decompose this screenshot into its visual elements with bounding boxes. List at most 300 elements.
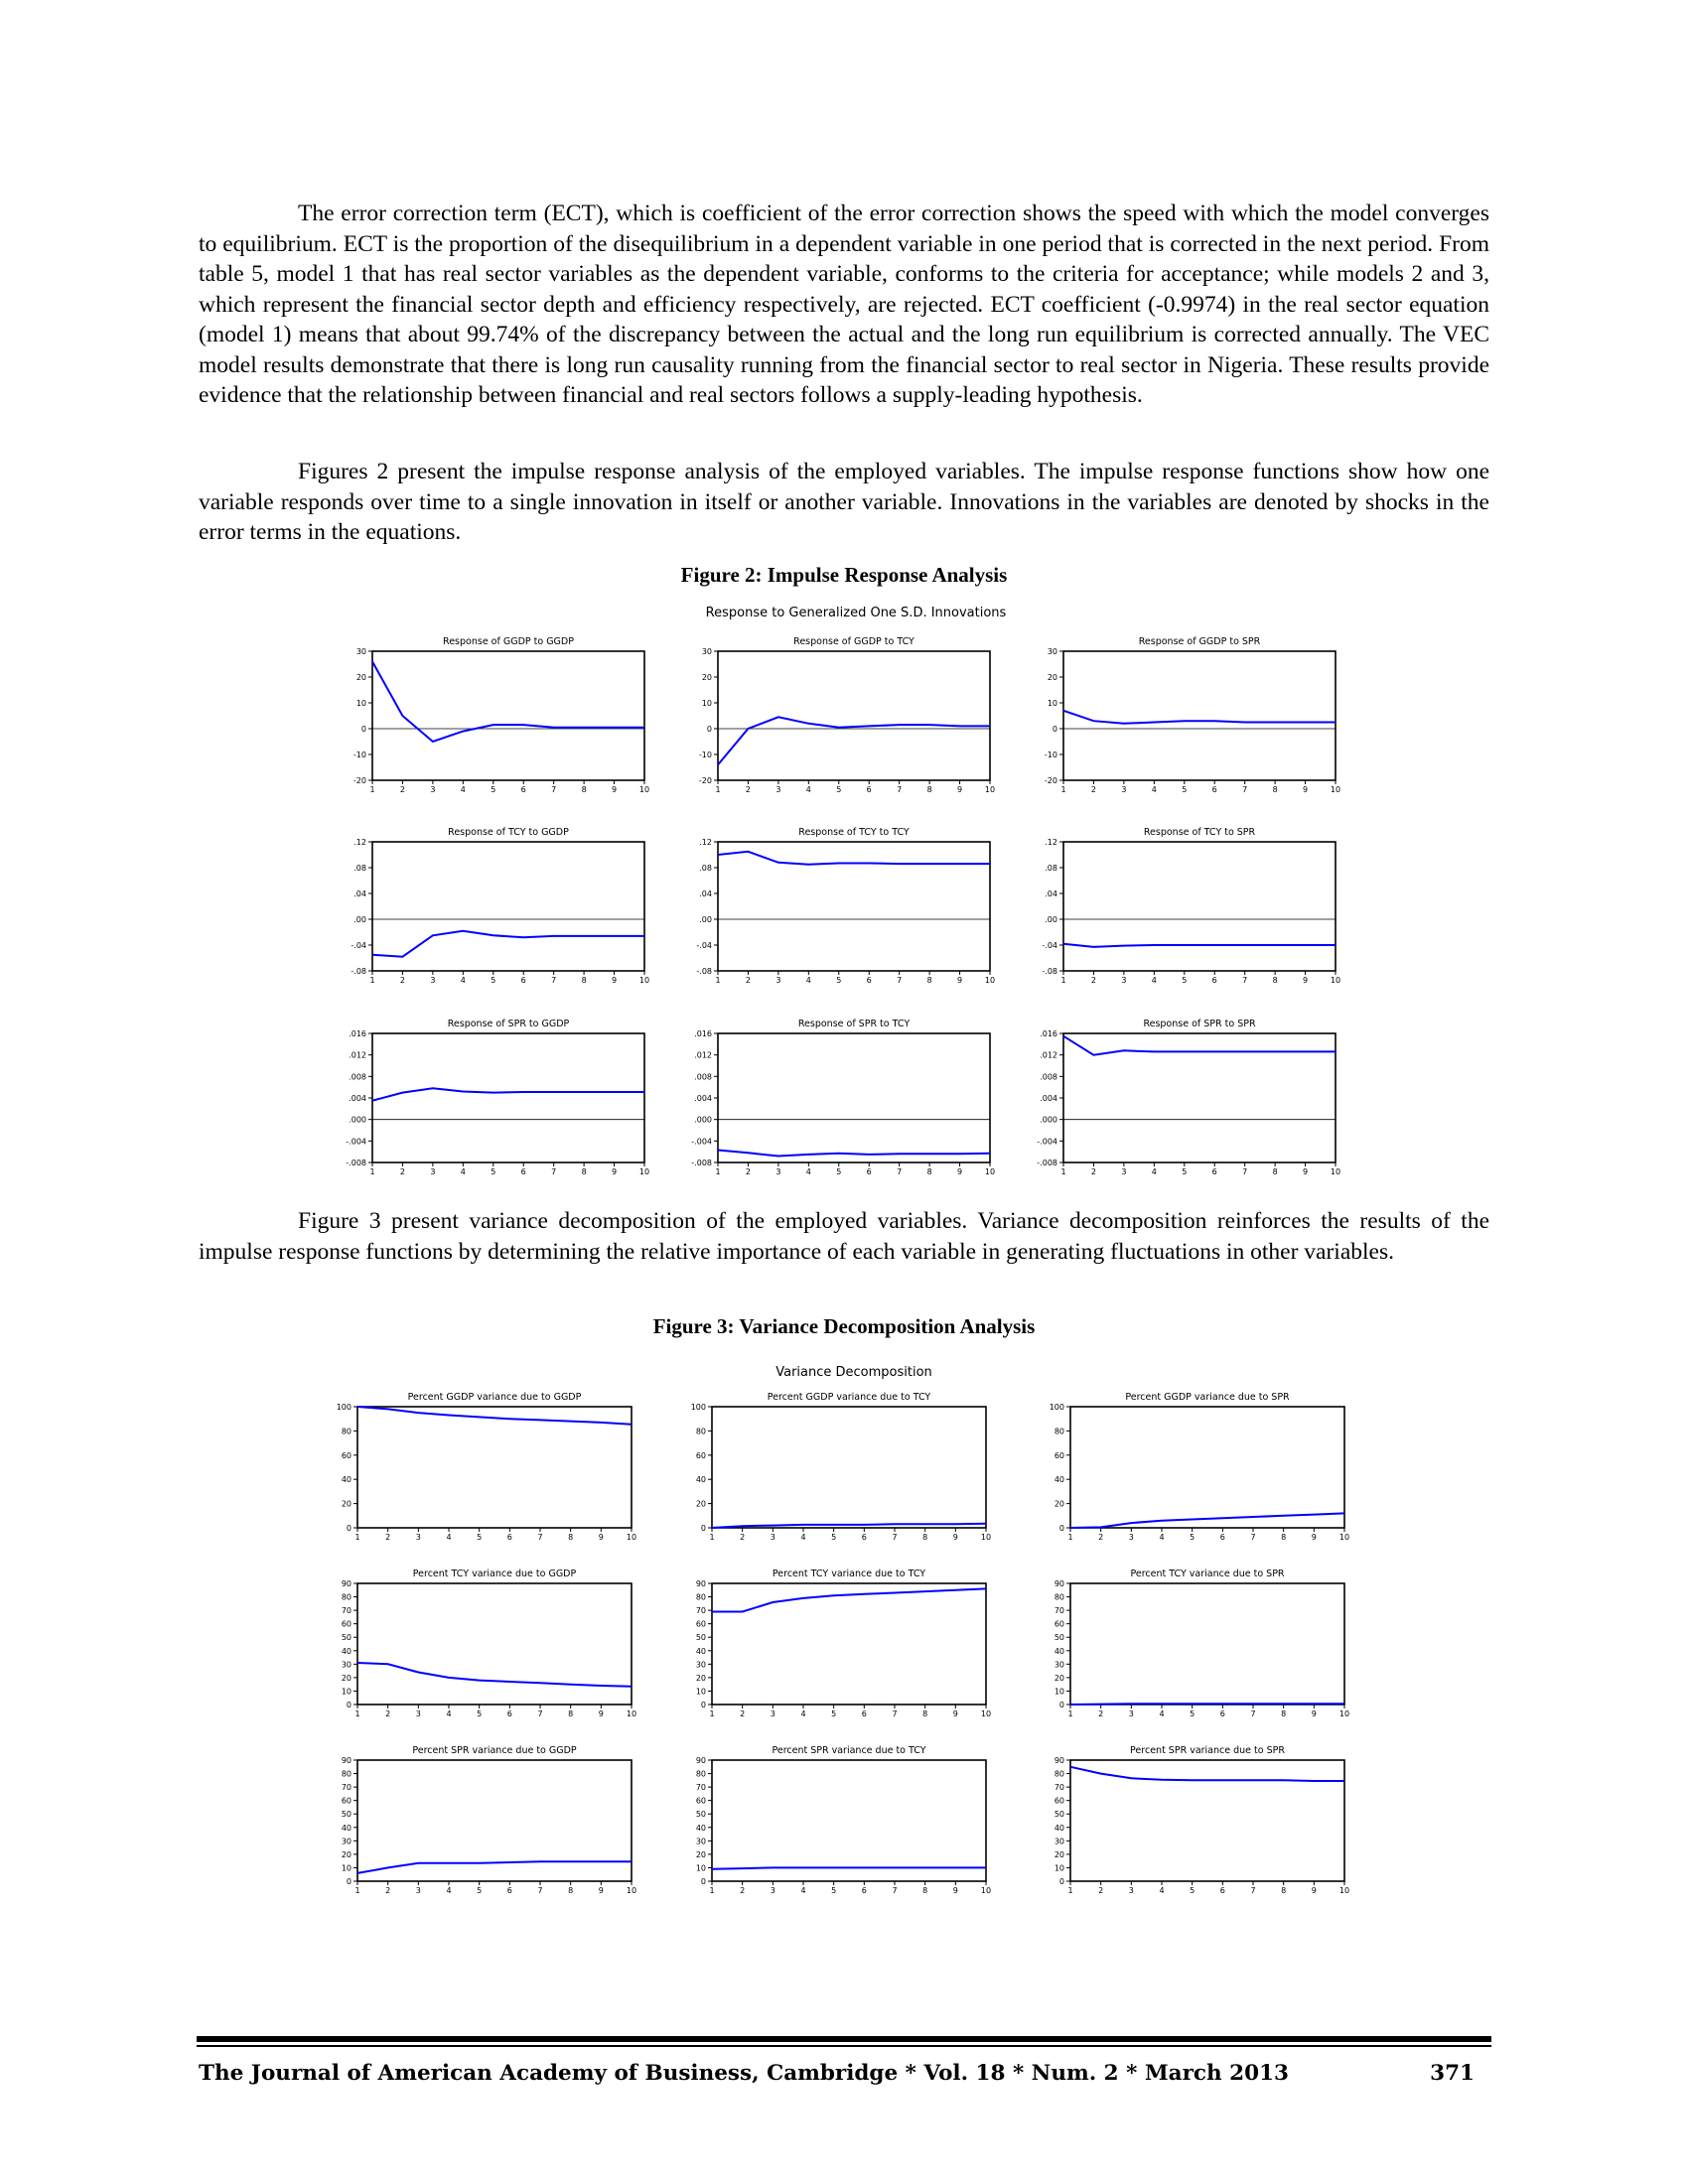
panel-frame bbox=[718, 842, 990, 971]
y-tick-label: 20 bbox=[1054, 1673, 1064, 1683]
y-tick-label: .012 bbox=[694, 1050, 712, 1060]
y-tick-label: 80 bbox=[1054, 1592, 1064, 1602]
x-tick-label: 2 bbox=[385, 1533, 391, 1542]
x-tick-label: 2 bbox=[399, 976, 405, 985]
y-tick-label: 80 bbox=[1054, 1427, 1064, 1436]
x-tick-label: 1 bbox=[369, 1167, 375, 1176]
y-tick-label: 70 bbox=[341, 1783, 352, 1793]
fig2-super-title: Response to Generalized One S.D. Innovations bbox=[705, 606, 1007, 620]
panel-frame bbox=[712, 1583, 986, 1705]
x-tick-label: 9 bbox=[1311, 1886, 1317, 1895]
x-tick-label: 5 bbox=[1182, 976, 1188, 985]
x-tick-label: 8 bbox=[922, 1886, 928, 1895]
series-line bbox=[718, 1151, 990, 1157]
panel-title: Response of GGDP to GGDP bbox=[443, 636, 574, 647]
x-tick-label: 6 bbox=[506, 1533, 512, 1542]
y-tick-label: 30 bbox=[1054, 1660, 1064, 1670]
x-tick-label: 7 bbox=[892, 1709, 898, 1718]
x-tick-label: 4 bbox=[460, 1167, 466, 1176]
y-tick-label: -.008 bbox=[1037, 1159, 1057, 1167]
x-tick-label: 5 bbox=[477, 1886, 483, 1895]
x-tick-label: 3 bbox=[775, 785, 781, 794]
panel-frame bbox=[1063, 651, 1336, 780]
x-tick-label: 9 bbox=[957, 785, 963, 794]
y-tick-label: 90 bbox=[1054, 1579, 1064, 1588]
y-tick-label: -.004 bbox=[1037, 1137, 1057, 1147]
series-line bbox=[718, 852, 990, 865]
x-tick-label: 8 bbox=[1272, 976, 1278, 985]
panel-title: Response of SPR to SPR bbox=[1143, 1019, 1256, 1029]
x-tick-label: 3 bbox=[1121, 1167, 1127, 1176]
y-tick-label: .08 bbox=[699, 864, 712, 873]
x-tick-label: 2 bbox=[745, 976, 751, 985]
x-tick-label: 2 bbox=[1090, 785, 1096, 794]
x-tick-label: 7 bbox=[1250, 1886, 1256, 1895]
fig2-panel-6 bbox=[1042, 827, 1340, 985]
x-tick-label: 7 bbox=[897, 1167, 903, 1176]
y-tick-label: 20 bbox=[1054, 1849, 1064, 1859]
y-tick-label: 60 bbox=[1054, 1619, 1064, 1629]
x-tick-label: 1 bbox=[1067, 1886, 1073, 1895]
y-tick-label: .04 bbox=[699, 889, 712, 898]
x-tick-label: 8 bbox=[922, 1709, 928, 1718]
fig2-panel-1 bbox=[353, 636, 649, 794]
x-tick-label: 6 bbox=[520, 976, 526, 985]
x-tick-label: 4 bbox=[805, 976, 811, 985]
y-tick-label: 80 bbox=[341, 1427, 352, 1436]
x-tick-label: 5 bbox=[1190, 1533, 1196, 1542]
x-tick-label: 8 bbox=[1281, 1886, 1287, 1895]
x-tick-label: 7 bbox=[537, 1533, 543, 1542]
series-line bbox=[1063, 711, 1336, 724]
y-tick-label: 100 bbox=[1049, 1403, 1064, 1412]
y-tick-label: 70 bbox=[695, 1606, 706, 1616]
x-tick-label: 1 bbox=[1060, 785, 1066, 794]
fig3-panel-6 bbox=[1055, 1569, 1349, 1718]
y-tick-label: 60 bbox=[341, 1619, 352, 1629]
y-tick-label: 30 bbox=[355, 647, 366, 656]
y-tick-label: 40 bbox=[341, 1823, 352, 1833]
x-tick-label: 5 bbox=[477, 1533, 483, 1542]
x-tick-label: 2 bbox=[1090, 976, 1096, 985]
x-tick-label: 7 bbox=[892, 1886, 898, 1895]
y-tick-label: -.04 bbox=[696, 941, 712, 950]
y-tick-label: 20 bbox=[1054, 1499, 1064, 1509]
y-tick-label: 70 bbox=[1054, 1783, 1064, 1793]
panel-title: Response of SPR to GGDP bbox=[447, 1019, 570, 1029]
x-tick-label: 3 bbox=[1128, 1533, 1134, 1542]
y-tick-label: .012 bbox=[1040, 1050, 1057, 1060]
panel-frame bbox=[712, 1760, 986, 1881]
x-tick-label: 7 bbox=[551, 785, 557, 794]
y-tick-label: 50 bbox=[1054, 1633, 1064, 1643]
panel-frame bbox=[372, 651, 644, 780]
y-tick-label: 80 bbox=[695, 1592, 706, 1602]
x-tick-label: 4 bbox=[446, 1886, 452, 1895]
x-tick-label: 6 bbox=[1211, 976, 1217, 985]
fig3-panel-1 bbox=[337, 1392, 636, 1542]
fig2-panel-9 bbox=[1037, 1019, 1340, 1176]
x-tick-label: 4 bbox=[805, 1167, 811, 1176]
x-tick-label: 7 bbox=[897, 785, 903, 794]
y-tick-label: 0 bbox=[700, 1877, 706, 1886]
y-tick-label: 40 bbox=[1054, 1646, 1064, 1656]
y-tick-label: 10 bbox=[695, 1863, 706, 1873]
x-tick-label: 2 bbox=[1098, 1886, 1104, 1895]
x-tick-label: 5 bbox=[491, 1167, 496, 1176]
x-tick-label: 3 bbox=[770, 1533, 775, 1542]
x-tick-label: 5 bbox=[831, 1709, 837, 1718]
y-tick-label: 20 bbox=[341, 1499, 352, 1509]
y-tick-label: .08 bbox=[1045, 864, 1057, 873]
x-tick-label: 8 bbox=[581, 976, 587, 985]
y-tick-label: .04 bbox=[353, 889, 366, 898]
footer-rule-thin bbox=[197, 2045, 1491, 2047]
y-tick-label: 70 bbox=[1054, 1606, 1064, 1616]
x-tick-label: 9 bbox=[1311, 1709, 1317, 1718]
x-tick-label: 3 bbox=[430, 785, 436, 794]
y-tick-label: .12 bbox=[353, 838, 366, 847]
x-tick-label: 7 bbox=[537, 1709, 543, 1718]
figure2-caption: Figure 2: Impulse Response Analysis bbox=[680, 563, 1008, 587]
y-tick-label: 100 bbox=[336, 1403, 352, 1412]
x-tick-label: 7 bbox=[1250, 1533, 1256, 1542]
y-tick-label: -.08 bbox=[696, 967, 712, 976]
x-tick-label: 7 bbox=[551, 976, 557, 985]
x-tick-label: 6 bbox=[866, 976, 872, 985]
y-tick-label: .004 bbox=[1040, 1094, 1057, 1103]
y-tick-label: 30 bbox=[1054, 1837, 1064, 1846]
x-tick-label: 5 bbox=[491, 976, 496, 985]
fig3-panel-8 bbox=[696, 1745, 991, 1895]
paragraph-impulse-text: Figures 2 present the impulse response analysis of the employed variables. The impulse response functions show how one variable responds over time to a single innovation in itself or another variable. Innovations in the variables are denoted by shocks in the error terms in the equations. bbox=[199, 459, 1489, 545]
y-tick-label: 0 bbox=[346, 1524, 352, 1533]
x-tick-label: 7 bbox=[1242, 785, 1248, 794]
x-tick-label: 4 bbox=[446, 1709, 452, 1718]
x-tick-label: 9 bbox=[598, 1709, 604, 1718]
x-tick-label: 5 bbox=[836, 785, 842, 794]
figure3-caption: Figure 3: Variance Decomposition Analysis bbox=[652, 1314, 1036, 1338]
x-tick-label: 10 bbox=[1338, 1533, 1350, 1542]
series-line bbox=[357, 1407, 632, 1425]
x-tick-label: 5 bbox=[1182, 785, 1188, 794]
x-tick-label: 10 bbox=[984, 976, 996, 985]
x-tick-label: 9 bbox=[957, 976, 963, 985]
x-tick-label: 7 bbox=[551, 1167, 557, 1176]
panel-title: Percent TCY variance due to GGDP bbox=[412, 1569, 577, 1579]
panel-frame bbox=[1070, 1583, 1344, 1705]
fig3-panel-5 bbox=[696, 1569, 991, 1718]
y-tick-label: 20 bbox=[355, 673, 366, 682]
footer-rule-thick bbox=[197, 2036, 1491, 2042]
fig3-super-title: Variance Decomposition bbox=[775, 1365, 932, 1380]
x-tick-label: 1 bbox=[715, 1167, 721, 1176]
x-tick-label: 2 bbox=[740, 1886, 746, 1895]
x-tick-label: 8 bbox=[1281, 1709, 1287, 1718]
x-tick-label: 8 bbox=[581, 1167, 587, 1176]
x-tick-label: 2 bbox=[740, 1709, 746, 1718]
x-tick-label: 3 bbox=[770, 1886, 775, 1895]
y-tick-label: 90 bbox=[341, 1579, 352, 1588]
y-tick-label: -.04 bbox=[1042, 941, 1057, 950]
x-tick-label: 1 bbox=[369, 976, 375, 985]
panel-frame bbox=[718, 1033, 990, 1162]
fig2-panel-3 bbox=[1045, 636, 1340, 794]
series-line bbox=[712, 1867, 986, 1868]
y-tick-label: 0 bbox=[1058, 1524, 1064, 1533]
y-tick-label: 20 bbox=[1047, 673, 1057, 682]
y-tick-label: -20 bbox=[1044, 776, 1057, 785]
paragraph-ect-text: The error correction term (ECT), which is coefficient of the error correction shows the speed with which the model converges to equilibrium. ECT is the proportion of the disequilibrium in a dependent variable in one period that is corrected in the next period. From table 5, model 1 that has real sector variables as the dependent variable, conforms to the criteria for acceptance; while models 2 and 3, which represent the financial sector depth and efficiency respectively, are rejected. ECT coefficient (-0.9974) in the real sector equation (model 1) means that about 99.74% of the discrepancy between the actual and the long run equilibrium is corrected annually. The VEC model results demonstrate that there is long run causality running from the financial sector to real sector in Nigeria. These results provide evidence that the relationship between financial and real sectors follows a supply-leading hypothesis. bbox=[199, 201, 1489, 408]
x-tick-label: 3 bbox=[770, 1709, 775, 1718]
x-tick-label: 9 bbox=[952, 1886, 958, 1895]
x-tick-label: 10 bbox=[1338, 1886, 1350, 1895]
x-tick-label: 1 bbox=[709, 1533, 715, 1542]
y-tick-label: -.04 bbox=[351, 941, 366, 950]
y-tick-label: .004 bbox=[694, 1094, 712, 1103]
x-tick-label: 7 bbox=[1242, 1167, 1248, 1176]
x-tick-label: 9 bbox=[952, 1533, 958, 1542]
y-tick-label: -20 bbox=[698, 776, 712, 785]
x-tick-label: 7 bbox=[892, 1533, 898, 1542]
x-tick-label: 10 bbox=[638, 785, 650, 794]
series-line bbox=[1063, 944, 1336, 947]
y-tick-label: -10 bbox=[698, 751, 712, 759]
x-tick-label: 2 bbox=[740, 1533, 746, 1542]
x-tick-label: 3 bbox=[775, 1167, 781, 1176]
series-line bbox=[357, 1861, 632, 1873]
x-tick-label: 6 bbox=[1219, 1886, 1225, 1895]
y-tick-label: 50 bbox=[341, 1633, 352, 1643]
y-tick-label: 60 bbox=[341, 1796, 352, 1806]
y-tick-label: 40 bbox=[1054, 1823, 1064, 1833]
panel-title: Response of TCY to SPR bbox=[1143, 827, 1256, 838]
y-tick-label: 0 bbox=[360, 725, 366, 734]
series-line bbox=[357, 1663, 632, 1687]
x-tick-label: 10 bbox=[1330, 785, 1341, 794]
paragraph-variance-text: Figure 3 present variance decomposition of the employed variables. Variance decomposition reinforces the results of the impulse response functions by determining the relative importance of each variable in generating fluctuations in other variables. bbox=[199, 1208, 1489, 1265]
y-tick-label: 20 bbox=[695, 1673, 706, 1683]
y-tick-label: 90 bbox=[695, 1756, 706, 1765]
x-tick-label: 6 bbox=[1219, 1533, 1225, 1542]
x-tick-label: 2 bbox=[385, 1709, 391, 1718]
y-tick-label: .08 bbox=[353, 864, 366, 873]
x-tick-label: 5 bbox=[1190, 1886, 1196, 1895]
x-tick-label: 3 bbox=[430, 1167, 436, 1176]
y-tick-label: 0 bbox=[1058, 1877, 1064, 1886]
paragraph-impulse-intro bbox=[199, 457, 1489, 548]
x-tick-label: 1 bbox=[715, 976, 721, 985]
y-tick-label: -.08 bbox=[1042, 967, 1057, 976]
x-tick-label: 1 bbox=[715, 785, 721, 794]
y-tick-label: -.008 bbox=[346, 1159, 366, 1167]
x-tick-label: 6 bbox=[1219, 1709, 1225, 1718]
x-tick-label: 4 bbox=[460, 785, 466, 794]
y-tick-label: 50 bbox=[341, 1810, 352, 1820]
y-tick-label: 20 bbox=[341, 1849, 352, 1859]
x-tick-label: 1 bbox=[709, 1709, 715, 1718]
x-tick-label: 10 bbox=[984, 785, 996, 794]
x-tick-label: 1 bbox=[1067, 1709, 1073, 1718]
panel-title: Percent GGDP variance due to GGDP bbox=[407, 1392, 582, 1403]
x-tick-label: 2 bbox=[399, 785, 405, 794]
y-tick-label: 60 bbox=[1054, 1450, 1064, 1460]
figure3-chart bbox=[0, 1350, 1688, 1906]
x-tick-label: 9 bbox=[1303, 1167, 1309, 1176]
x-tick-label: 4 bbox=[805, 785, 811, 794]
x-tick-label: 9 bbox=[1303, 976, 1309, 985]
y-tick-label: .008 bbox=[694, 1072, 712, 1082]
x-tick-label: 9 bbox=[612, 785, 618, 794]
y-tick-label: .004 bbox=[349, 1094, 366, 1103]
x-tick-label: 5 bbox=[836, 976, 842, 985]
y-tick-label: 60 bbox=[695, 1450, 706, 1460]
x-tick-label: 1 bbox=[1067, 1533, 1073, 1542]
y-tick-label: 30 bbox=[341, 1660, 352, 1670]
footer bbox=[199, 2061, 1489, 2086]
y-tick-label: .12 bbox=[1045, 838, 1057, 847]
y-tick-label: 40 bbox=[695, 1475, 706, 1485]
series-line bbox=[718, 717, 990, 764]
panel-title: Response of TCY to GGDP bbox=[448, 827, 569, 838]
x-tick-label: 8 bbox=[581, 785, 587, 794]
x-tick-label: 4 bbox=[1151, 1167, 1157, 1176]
x-tick-label: 5 bbox=[1182, 1167, 1188, 1176]
x-tick-label: 6 bbox=[506, 1709, 512, 1718]
y-tick-label: .000 bbox=[1040, 1115, 1057, 1125]
y-tick-label: .016 bbox=[1040, 1029, 1057, 1038]
y-tick-label: 10 bbox=[701, 699, 712, 708]
x-tick-label: 10 bbox=[638, 976, 650, 985]
x-tick-label: 6 bbox=[866, 785, 872, 794]
fig2-panel-5 bbox=[696, 827, 995, 985]
x-tick-label: 10 bbox=[980, 1886, 992, 1895]
y-tick-label: .00 bbox=[353, 915, 366, 924]
x-tick-label: 7 bbox=[897, 976, 903, 985]
x-tick-label: 3 bbox=[415, 1533, 421, 1542]
y-tick-label: 10 bbox=[1054, 1863, 1064, 1873]
x-tick-label: 10 bbox=[626, 1709, 637, 1718]
y-tick-label: 70 bbox=[341, 1606, 352, 1616]
y-tick-label: 70 bbox=[695, 1783, 706, 1793]
series-line bbox=[372, 931, 644, 957]
y-tick-label: .00 bbox=[699, 915, 712, 924]
footer-journal: The Journal of American Academy of Business, Cambridge * Vol. 18 * Num. 2 * March 2013 bbox=[199, 2061, 1289, 2086]
x-tick-label: 9 bbox=[952, 1709, 958, 1718]
figure2-chart bbox=[0, 596, 1688, 1176]
y-tick-label: 0 bbox=[1052, 725, 1057, 734]
x-tick-label: 3 bbox=[1121, 976, 1127, 985]
y-tick-label: 50 bbox=[695, 1810, 706, 1820]
x-tick-label: 8 bbox=[568, 1533, 574, 1542]
x-tick-label: 1 bbox=[709, 1886, 715, 1895]
x-tick-label: 5 bbox=[836, 1167, 842, 1176]
y-tick-label: 80 bbox=[341, 1592, 352, 1602]
panel-title: Percent TCY variance due to TCY bbox=[772, 1569, 926, 1579]
x-tick-label: 10 bbox=[984, 1167, 996, 1176]
y-tick-label: .008 bbox=[1040, 1072, 1057, 1082]
y-tick-label: 100 bbox=[690, 1403, 706, 1412]
fig3-panel-4 bbox=[342, 1569, 636, 1718]
y-tick-label: 60 bbox=[1054, 1796, 1064, 1806]
x-tick-label: 8 bbox=[926, 1167, 932, 1176]
panel-frame bbox=[1070, 1407, 1344, 1528]
x-tick-label: 7 bbox=[1250, 1709, 1256, 1718]
panel-title: Response of SPR to TCY bbox=[797, 1019, 911, 1029]
panel-frame bbox=[1063, 842, 1336, 971]
panel-title: Percent GGDP variance due to SPR bbox=[1125, 1392, 1290, 1403]
x-tick-label: 6 bbox=[520, 785, 526, 794]
y-tick-label: .012 bbox=[349, 1050, 366, 1060]
y-tick-label: 10 bbox=[1047, 699, 1057, 708]
y-tick-label: 80 bbox=[695, 1427, 706, 1436]
panel-title: Percent GGDP variance due to TCY bbox=[767, 1392, 931, 1403]
y-tick-label: 50 bbox=[695, 1633, 706, 1643]
panel-title: Response of TCY to TCY bbox=[798, 827, 910, 838]
x-tick-label: 10 bbox=[626, 1533, 637, 1542]
x-tick-label: 10 bbox=[1330, 976, 1341, 985]
x-tick-label: 10 bbox=[1330, 1167, 1341, 1176]
x-tick-label: 8 bbox=[922, 1533, 928, 1542]
x-tick-label: 9 bbox=[598, 1533, 604, 1542]
y-tick-label: -10 bbox=[352, 751, 366, 759]
y-tick-label: 80 bbox=[1054, 1769, 1064, 1779]
fig3-panel-3 bbox=[1050, 1392, 1349, 1542]
x-tick-label: 3 bbox=[775, 976, 781, 985]
panel-frame bbox=[1070, 1760, 1344, 1881]
x-tick-label: 6 bbox=[861, 1886, 867, 1895]
x-tick-label: 2 bbox=[399, 1167, 405, 1176]
x-tick-label: 8 bbox=[1272, 785, 1278, 794]
x-tick-label: 9 bbox=[612, 976, 618, 985]
x-tick-label: 8 bbox=[926, 976, 932, 985]
series-line bbox=[712, 1588, 986, 1611]
y-tick-label: 40 bbox=[695, 1823, 706, 1833]
y-tick-label: .000 bbox=[349, 1115, 366, 1125]
y-tick-label: 10 bbox=[341, 1863, 352, 1873]
y-tick-label: 30 bbox=[695, 1660, 706, 1670]
x-tick-label: 10 bbox=[626, 1886, 637, 1895]
x-tick-label: 9 bbox=[598, 1886, 604, 1895]
x-tick-label: 6 bbox=[1211, 1167, 1217, 1176]
panel-frame bbox=[357, 1583, 632, 1705]
y-tick-label: 10 bbox=[355, 699, 366, 708]
x-tick-label: 4 bbox=[446, 1533, 452, 1542]
y-tick-label: .000 bbox=[694, 1115, 712, 1125]
series-line bbox=[1070, 1513, 1344, 1528]
y-tick-label: .00 bbox=[1045, 915, 1057, 924]
y-tick-label: 30 bbox=[695, 1837, 706, 1846]
y-tick-label: 40 bbox=[695, 1646, 706, 1656]
y-tick-label: 80 bbox=[695, 1769, 706, 1779]
paragraph-variance-intro bbox=[199, 1206, 1489, 1267]
x-tick-label: 8 bbox=[1281, 1533, 1287, 1542]
panel-title: Percent SPR variance due to SPR bbox=[1130, 1745, 1285, 1756]
x-tick-label: 10 bbox=[1338, 1709, 1350, 1718]
y-tick-label: -.008 bbox=[691, 1159, 712, 1167]
x-tick-label: 4 bbox=[800, 1709, 806, 1718]
fig2-panel-7 bbox=[346, 1019, 649, 1176]
series-line bbox=[372, 1088, 644, 1100]
x-tick-label: 6 bbox=[866, 1167, 872, 1176]
y-tick-label: 20 bbox=[695, 1499, 706, 1509]
y-tick-label: 20 bbox=[701, 673, 712, 682]
y-tick-label: 40 bbox=[341, 1475, 352, 1485]
x-tick-label: 1 bbox=[369, 785, 375, 794]
panel-title: Response of GGDP to SPR bbox=[1138, 636, 1261, 647]
y-tick-label: .04 bbox=[1045, 889, 1057, 898]
y-tick-label: 10 bbox=[1054, 1687, 1064, 1697]
